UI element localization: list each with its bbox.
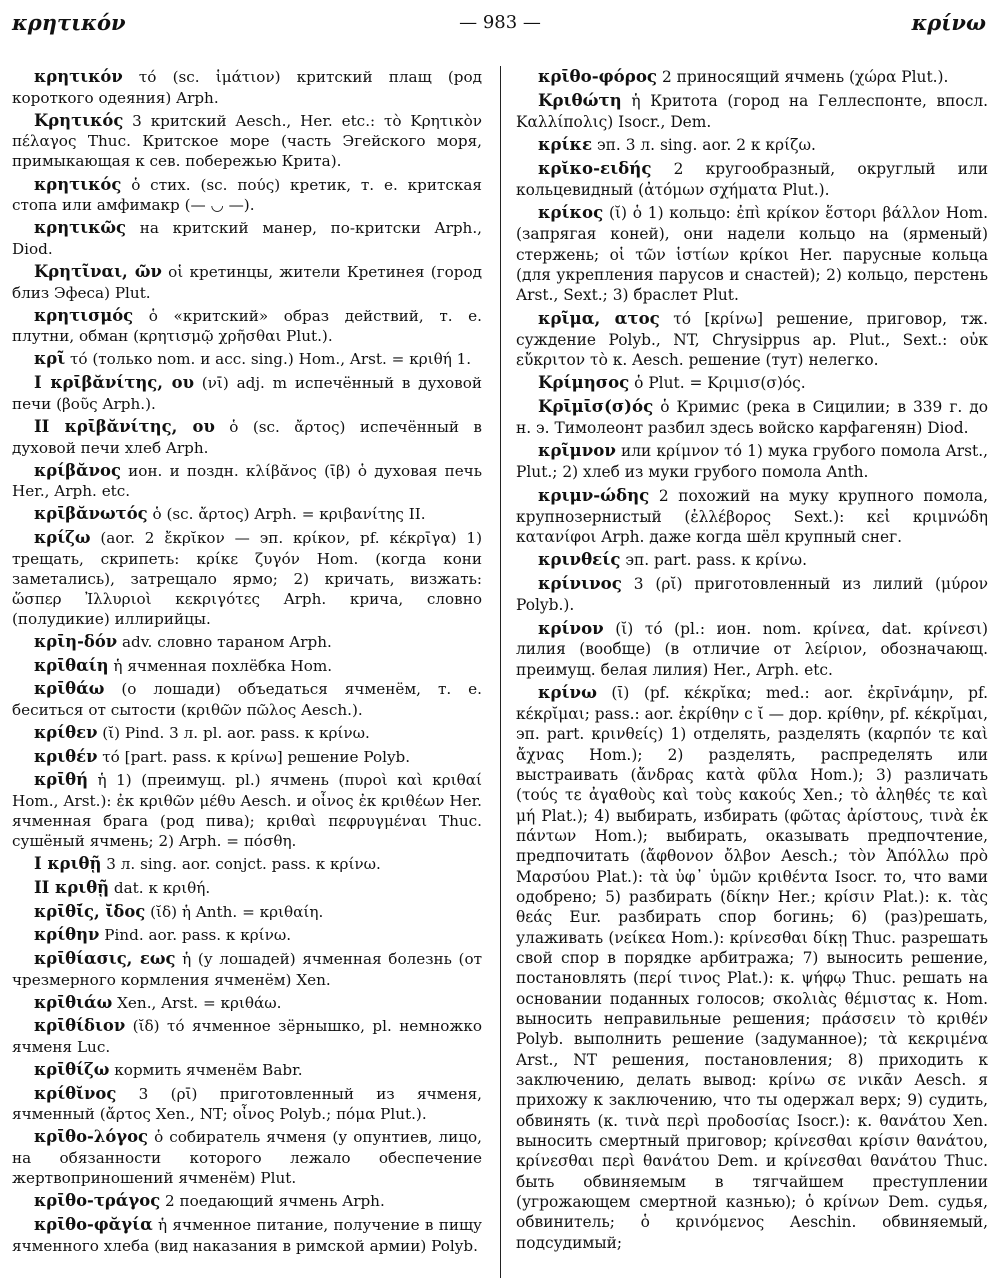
dictionary-entry: [12, 460, 482, 502]
entry-headword: Κρίμησος: [538, 372, 630, 393]
dictionary-entry: [516, 308, 988, 371]
dictionary-entry: [12, 174, 482, 216]
dictionary-entry: [12, 66, 482, 108]
dictionary-entry: [12, 1059, 482, 1081]
entry-headword: κρίθην: [34, 925, 100, 945]
entry-definition: ὁ Plut. = Κριμισ(σ)ός.: [629, 374, 806, 393]
entry-definition: τό (sc. ἱμάτιον) критский плащ (род коpоткого одеяния) Arph.: [12, 68, 482, 107]
dictionary-entry: [12, 416, 482, 458]
entry-headword: κριθέν: [34, 746, 98, 766]
entry-headword: κρῑθίδιον: [34, 1016, 126, 1036]
entry-definition: на критский манер, по-критски Arph., Diod.: [12, 219, 482, 258]
entry-definition: τό [κρίνω] решение, приговор, тж. суждение Polyb., NT, Chrysippus ap. Plut., Sext.: οὐκ εὔκριτον τὸ κ. Aesch. решение (тут) нелегко.: [516, 309, 988, 369]
entry-headword: κριμν-ώδης: [538, 484, 650, 505]
entry-definition: 2 кругообразный, округлый или кольцевидный (ἀτόμων σχήματα Plut.).: [516, 160, 988, 200]
entry-headword: κρῑβᾰνωτός: [34, 504, 148, 524]
entry-definition: 3 (ρῑ) приготовленный из ячменя, ячменный (ἄρτος Xen., NT; οἶνος Polyb.; πόμα Plut.).: [12, 1084, 482, 1124]
entry-headword: κρητικῶς: [34, 218, 127, 238]
dictionary-entry: [12, 722, 482, 744]
entry-definition: 3 (ρῐ) приготовленный из лилий (μύρον Polyb.).: [516, 575, 988, 615]
entry-definition: (aor. 2 ἔκρῐκον — эп. κρίκον, pf. κέκρῑγα) 1) трещать, скрипеть: κρίκε ζυγόν Hom. (когда кони заметались), затрещало ярмо; 2) кричать, визжать: ὥσπερ Ἰλλυριοὶ κεκριγότες Arph. крича, словно (полудикие) иллирийцы.: [12, 529, 482, 628]
dictionary-entry: [12, 372, 482, 414]
entry-definition: эп. part. pass. к κρίνω.: [620, 551, 807, 570]
entry-headword: κρῑθο-φᾰγία: [34, 1214, 153, 1234]
entry-headword: κρῑθή: [34, 770, 89, 790]
dictionary-entry: [12, 877, 482, 899]
entry-definition: dat. к κριθή.: [109, 878, 211, 897]
entry-headword: κρῑθίασις, εως: [34, 948, 176, 968]
entry-headword: Κρητῖναι, ῶν: [34, 262, 162, 281]
entry-definition: ион. и поздн. κλίβᾰνος (ῑβ) ὁ духовая печь Her., Arph. etc.: [12, 461, 482, 501]
entry-headword: II κρῑβᾰνίτης, ου: [34, 416, 215, 436]
entry-definition: Pind. aor. pass. к κρίνω.: [99, 926, 292, 945]
dictionary-entry: [516, 549, 988, 571]
dictionary-entry: [12, 1015, 482, 1057]
entry-headword: κρίθεν: [34, 723, 98, 743]
entry-headword: κρῖ: [34, 349, 66, 369]
entry-headword: Κρητικός: [34, 110, 124, 130]
entry-headword: κρῑθαίη: [34, 655, 109, 675]
dictionary-entry: [12, 853, 482, 875]
running-head-left: κρητικόν: [12, 10, 126, 35]
entry-headword: κρινθείς: [538, 549, 621, 570]
dictionary-entry: [12, 655, 482, 677]
entry-headword: κρῖμνον: [538, 440, 616, 461]
entry-headword: κρίκος: [538, 202, 604, 223]
entry-headword: κρῑθιάω: [34, 992, 113, 1012]
entry-definition: (ῐ) ὁ 1) кольцо: ἐπὶ κρίκον ἕστορι βάλλον Hom. (запрягая коней), они надели кольцо на (ярменый) стержень; οἱ τῶν ἱστίων κρίκοι Her. парусные кольца (для укрепления парусов и снастей); 2) кольцо, перстень Arst., Sext.; 3) браслет Plut.: [516, 204, 988, 305]
entry-headword: κρῑθῑ́ς, ῐ̄δος: [34, 901, 146, 921]
dictionary-entry: [516, 158, 988, 200]
dictionary-entry: [12, 503, 482, 525]
dictionary-entry: [12, 631, 482, 653]
entry-definition: ὁ стих. (sc. πούς) кретик, т. е. критская стопа или амфимакр (— ◡ —).: [12, 175, 482, 215]
entry-headword: κρῖμα, ατος: [538, 307, 660, 328]
dictionary-entry: [12, 1190, 482, 1212]
dictionary-entry: [12, 948, 482, 990]
entry-headword: κρίνινος: [538, 573, 622, 594]
entry-headword: κρητικόν: [34, 67, 123, 86]
entry-definition: 2 поедающий ячмень Arph.: [160, 1192, 385, 1211]
dictionary-entry: [12, 261, 482, 303]
entry-headword: κρῑθο-φόρος: [538, 66, 658, 86]
dictionary-entry: [12, 110, 482, 172]
dictionary-entry: [12, 1214, 482, 1256]
entry-definition: (ῐ) Pind. 3 л. pl. aor. pass. к κρίνω.: [97, 724, 370, 743]
dictionary-entry: [516, 202, 988, 305]
entry-headword: κρίνω: [538, 682, 597, 703]
right-column: [516, 66, 988, 1281]
dictionary-entry: [516, 618, 988, 681]
dictionary-entry: [516, 90, 988, 132]
entry-headword: κρῑθάω: [34, 679, 105, 699]
entry-headword: κρίνον: [538, 617, 604, 638]
entry-headword: κρῑθο-λόγος: [34, 1127, 149, 1147]
dictionary-entry: [12, 217, 482, 259]
running-head-right: κρίνω: [911, 10, 986, 35]
entry-headword: κρῐκο-ειδής: [538, 158, 652, 179]
entry-definition: ἡ 1) (преимущ. pl.) ячмень (πυροὶ καὶ κριθαί Hom., Arst.): ἐκ κριθῶν μέθυ Aesch. и οἶνος ἐκ κριθέων Her. ячменная брага (род пива); κριθαὶ πεφρυγμέναι Thuc. сушёный ячмень; 2) Arph. = πόσθη.: [12, 771, 482, 851]
entry-definition: 2 приносящий ячмень (χώρα Plut.).: [657, 68, 949, 86]
dictionary-entry: [12, 746, 482, 768]
entry-definition: τό [part. pass. к κρίνω] решение Polyb.: [97, 747, 411, 766]
dictionary-entry: [516, 485, 988, 548]
dictionary-entry: [12, 1083, 482, 1125]
entry-definition: (ῑ) (pf. κέκρῐκα; med.: aor. ἐκρῑνάμην, pf. κέκρῐμαι; pass.: aor. ἐκρίθην с ῐ — дор. κρίθην, pf. κέκρῐμαι, эп. part. κρινθείς) 1) отделять, разделять (καρπόν τε καὶ ἄχνας Hom.); 2) разделять, распределять или выстраивать (ἄνδρας κατὰ φῦλα Hom.); 3) различать (τούς τε ἀγαθοὺς καὶ τοὺς κακούς Xen.; τὸ ἀληθές τε καὶ μή Plat.); 4) выбирать, избирать (φῶτας ἀρίστους, τινὰ ἐκ πάντων Hom.); выбирать, оказывать предпочтение, предпочитать (ἄφθονον ὄλβον Aesch.; τὸν Ἀπόλλω πρὸ Μαρσύου Plat.): τὰ ὑφ᾽ ὑμῶν κριθέντα Isocr. то, что вами одобрено; 5) разбирать (δίκην Her.; κρίσιν Plat.): κ. τὰς θεάς Eur. разбирать спор богинь; 6) (раз)решать, улаживать (νείκεα Hom.): κρίνεσθαι δίκῃ Thuc. разрешать свой спор в порядке арбитража; 7) выносить решение, постановлять (περί τινος Plat.): κ. ψήφῳ Thuc. решать на основании поданных голосов; σκολιὰς θέμιστας κ. Hom. выносить неправильные решения; πράσσειν τὸ κριθέν Polyb. выполнить решение (задуманное); τὰ κεκριμένα Arst., NT решения, постановления; 8) приходить к заключению, делать вывод: κρίνω σε νικᾶν Aesch. я прихожу к заключению, что ты одержал верх; 9) судить, обвинять (κ. τινὰ περὶ προδοσίας Isocr.): κ. θανάτου Xen. выносить смертный приговор; κρίνεσθαι κρίσιν θανάτου, κρίνεσθαι περὶ θανάτου Dem. и κρίνεσθαι θανάτου Thuc. быть обвиняемым в тягчайшем преступлении (угрожающем смертной казнью); ὁ κρίνων Dem. судья, обвинитель; ὁ κρινόμενος Aeschin. обвиняемый, подсудимый;: [516, 684, 988, 1252]
dictionary-entry: [12, 527, 482, 629]
dictionary-entry: [516, 682, 988, 1253]
entry-headword: κρητικός: [34, 174, 122, 194]
entry-definition: кормить ячменём Babr.: [109, 1061, 303, 1080]
entry-definition: 3 л. sing. aor. conjct. pass. к κρίνω.: [101, 855, 381, 874]
entry-definition: ὁ Кримис (река в Сицилии; в 339 г. до н. э. Тимолеонт разбил здесь войско карфагенян) Diod.: [516, 398, 988, 438]
entry-definition: эп. 3 л. sing. aor. 2 к κρίζω.: [592, 136, 816, 155]
dictionary-entry: [12, 769, 482, 851]
entry-definition: (ῐ) τό (pl.: ион. nom. κρίνεα, dat. κρίνεσι) лилия (вообще) (в отличие от λείριον, обозначающ. преимущ. белая лилия) Her., Arph. etc.: [516, 619, 988, 679]
page-number: — 983 —: [459, 12, 541, 33]
dictionary-entry: [516, 372, 988, 394]
dictionary-entry: [12, 348, 482, 370]
entry-headword: κρίζω: [34, 528, 91, 548]
entry-headword: Κριθώτη: [538, 89, 622, 110]
dictionary-entry: [516, 440, 988, 482]
entry-definition: (ῐδ) ἡ Anth. = κριθαίη.: [145, 902, 324, 921]
entry-definition: ἡ (у лошадей) ячменная болезнь (от чрезмерного кормления ячменём) Xen.: [12, 949, 482, 989]
entry-headword: κρίθῐνος: [34, 1083, 117, 1103]
dictionary-entry: [12, 901, 482, 923]
entry-headword: κρῑθίζω: [34, 1060, 110, 1080]
entry-definition: ὁ собиратель ячменя (у опунтиев, лицо, на обязанности которого лежало обеспечение жертвоприношений ячменём) Plut.: [12, 1128, 482, 1188]
entry-headword: κρίκε: [538, 134, 593, 155]
entry-definition: adv. словно тараном Arph.: [117, 632, 332, 651]
dictionary-entry: [12, 992, 482, 1014]
dictionary-entry: [12, 305, 482, 347]
entry-definition: 2 похожий на муку крупного помола, крупнозернистый (ἐλλέβορος Sext.): κεἰ κριμνώδη κατανίφοι Arph. даже когда шёл крупный снег.: [516, 486, 988, 546]
entry-headword: Κρῑμῑσ(σ)ός: [538, 396, 654, 417]
entry-definition: ὁ (sc. ἄρτος) Arph. = κριβανίτης II.: [147, 505, 426, 524]
entry-definition: ὁ (sc. ἄρτος) испечённый в духовой печи хлеб Arph.: [12, 417, 482, 457]
entry-definition: (о лошади) объедаться ячменём, т. е. беситься от сытости (κριθῶν πῶλος Aesch.).: [12, 680, 482, 719]
entry-definition: ἡ ячменное питание, получение в пищу ячменного хлеба (вид наказания в римской армии) Polyb.: [12, 1215, 482, 1255]
dictionary-entry: [12, 678, 482, 720]
left-column: [12, 66, 482, 1281]
dictionary-entry: [516, 134, 988, 156]
entry-definition: ἡ Критота (город на Геллеспонте, впосл. Καλλίπολις) Isocr., Dem.: [516, 91, 988, 131]
entry-definition: ὁ «критский» образ действий, т. е. плутни, обман (κρητισμῷ χρῆσθαι Plut.).: [12, 306, 482, 346]
dictionary-entry: [516, 66, 988, 88]
entry-definition: οἱ кретинцы, жители Кретинея (город близ Эфеса) Plut.: [12, 263, 482, 302]
entry-definition: Xen., Arst. = κριθάω.: [112, 993, 282, 1012]
entry-headword: I κρῑβᾰνίτης, ου: [34, 373, 194, 393]
dictionary-entry: [516, 396, 988, 438]
entry-definition: (ῐδ) τό ячменное зёрнышко, pl. немножко ячменя Luc.: [12, 1017, 482, 1056]
dictionary-entry: [12, 924, 482, 946]
entry-definition: τό (только nom. и acc. sing.) Hom., Arst. = κριθή 1.: [65, 350, 472, 369]
entry-headword: κρῑη-δόν: [34, 631, 118, 651]
dictionary-entry: [12, 1126, 482, 1188]
entry-definition: или κρίμνον τό 1) мука грубого помола Arst., Plut.; 2) хлеб из муки грубого помола Anth.: [516, 442, 988, 482]
entry-headword: κρητισμός: [34, 305, 134, 325]
entry-headword: II κριθῇ: [34, 877, 110, 897]
column-divider: [500, 66, 501, 1278]
entry-headword: κρίβᾰνος: [34, 460, 121, 480]
entry-definition: 3 критский Aesch., Her. etc.: τὸ Κρητικὸν πέλαγος Thuc. Критское море (часть Эгейского моря, примыкающая к сев. побережью Крита).: [12, 111, 482, 171]
entry-headword: κρῑθο-τράγος: [34, 1191, 161, 1211]
entry-definition: ἡ ячменная похлёбка Hom.: [108, 656, 333, 675]
dictionary-entry: [516, 573, 988, 615]
entry-headword: I κριθῇ: [34, 854, 102, 874]
entry-definition: (νῑ) adj. m испечённый в духовой печи (βοῦς Arph.).: [12, 374, 482, 413]
